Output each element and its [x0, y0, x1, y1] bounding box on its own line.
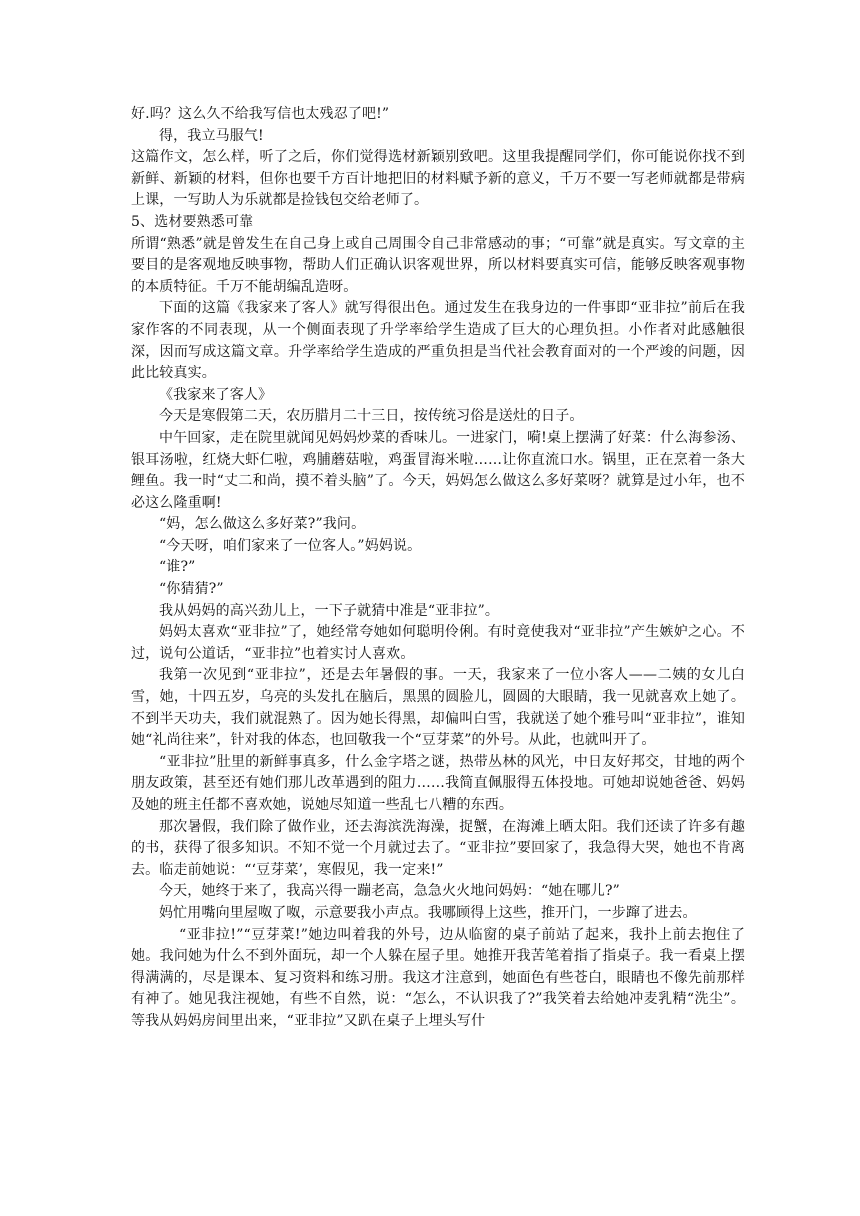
paragraph: 妈忙用嘴向里屋呶了呶，示意要我小声点。我哪顾得上这些，推开门，一步蹿了进去。: [159, 904, 697, 921]
dialogue-line: “今天呀，咱们家来了一位客人。”妈妈说。: [159, 537, 422, 554]
paragraph: 我从妈妈的高兴劲儿上，一下子就猜中准是“亚非拉”。: [159, 602, 500, 619]
section-heading: 5、选材要熟悉可靠: [131, 213, 254, 230]
paragraph: “亚非拉!”“豆芽菜!”她边叫着我的外号，边从临窗的桌子前站了起来，我扑上前去抱住了她。我问她为什么不到外面玩，却一个人躲在屋子里。她推开我苦笔着指了指桌子。我一看桌上摆得满满的，尽是课本、复习资料和练习册。我这才注意到，她面色有些苍白，眼睛也不像先前那样有神了。她见我注视她，有些不自然，说：“怎么，不认识我了?”我笑着去给她冲麦乳精“洗尘”。等我从妈妈房间里出来，“亚非拉”又趴在桌子上埋头写什: [131, 926, 745, 1029]
paragraph: 下面的这篇《我家来了客人》就写得很出色。通过发生在我身边的一件事即“亚非拉”前后在我家作客的不同表现，从一个侧面表现了升学率给学生造成了巨大的心理负担。小作者对此感触很深，因而写成这篇文章。升学率给学生造成的严重负担是当代社会教育面对的一个严竣的问题，因此比较真实。: [131, 300, 745, 382]
paragraph: 今天是寒假第二天，农历腊月二十三日，按传统习俗是送灶的日子。: [159, 408, 584, 425]
essay-title: 《我家来了客人》: [159, 386, 273, 403]
paragraph: “亚非拉”肚里的新鲜事真多，什么金字塔之谜，热带丛林的风光，中日友好邦交，甘地的两个朋友政策，甚至还有她们那儿改革遇到的阻力……我简直佩服得五体投地。可她却说她爸爸、妈妈及她的班主任都不喜欢她，说她尽知道一些乱七八糟的东西。: [131, 753, 745, 813]
paragraph: 好.吗？这么久不给我写信也太残忍了吧!”: [131, 106, 390, 122]
dialogue-line: “妈，怎么做这么多好菜?”我问。: [159, 516, 366, 533]
paragraph: 这篇作文，怎么样，听了之后，你们觉得选材新颖别致吧。这里我提醒同学们，你可能说你找不到新鲜、新颖的材料，但你也要千方百计地把旧的材料赋予新的意义，千万不要一写老师就都是带病上课，一写助人为乐就都是捡钱包交给老师了。: [131, 149, 745, 209]
paragraph: 我第一次见到“亚非拉”，还是去年暑假的事。一天，我家来了一位小客人——二姨的女儿白雪，她，十四五岁，乌亮的头发扎在脑后，黑黑的圆脸儿，圆圆的大眼睛，我一见就喜欢上她了。不到半天功夫，我们就混熟了。因为她长得黑，却偏叫白雪，我就送了她个雅号叫“亚非拉”，谁知她“礼尚往来”，针对我的体态，也回敬我一个“豆芽菜”的外号。从此，也就叫开了。: [131, 667, 745, 749]
paragraph: 所谓“熟悉”就是曾发生在自己身上或自己周围令自己非常感动的事；“可靠”就是真实。写文章的主要目的是客观地反映事物，帮助人们正确认识客观世界，所以材料要真实可信，能够反映客观事物的本质特征。千万不能胡编乱造呀。: [131, 235, 745, 295]
paragraph: 今天，她终于来了，我高兴得一蹦老高，急急火火地问妈妈：“她在哪儿?”: [159, 883, 620, 900]
paragraph: 中午回家，走在院里就闻见妈妈炒菜的香味儿。一进家门，嗬!桌上摆满了好菜：什么海参汤、银耳汤啦，红烧大虾仁啦，鸡脯蘑菇啦，鸡蛋冒海米啦……让你直流口水。锅里，正在烹着一条大鲤鱼。我一时“丈二和尚，摸不着头脑”了。今天，妈妈怎么做这么多好菜呀？就算是过小年，也不必这么隆重啊!: [131, 429, 745, 511]
paragraph: 妈妈太喜欢“亚非拉”了，她经常夸她如何聪明伶俐。有时竟使我对“亚非拉”产生嫉妒之心。不过，说句公道话，“亚非拉”也着实讨人喜欢。: [131, 624, 745, 662]
dialogue-line: “谁?”: [159, 559, 196, 576]
paragraph: 得，我立马服气!: [159, 127, 264, 144]
dialogue-line: “你猜猜?”: [159, 581, 224, 598]
document-page: [131, 104, 745, 1033]
paragraph: 那次暑假，我们除了做作业，还去海滨洗海澡，捉蟹，在海滩上晒太阳。我们还读了许多有趣的书，获得了很多知识。不知不觉一个月就过去了。“亚非拉”要回家了，我急得大哭，她也不肯离去。临走前她说：“‘豆芽菜’，寒假见，我一定来!”: [131, 818, 745, 878]
